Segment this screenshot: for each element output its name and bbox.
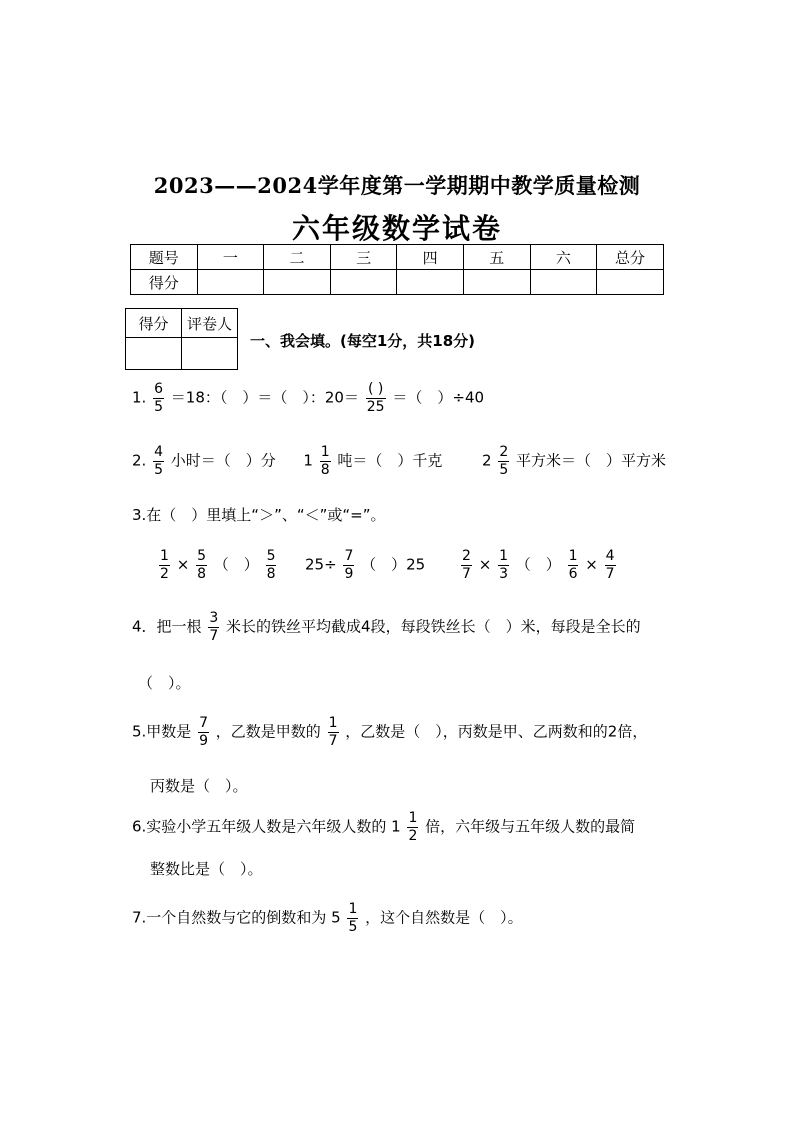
question-text: ＝（ ）÷40: [392, 388, 485, 407]
score-table: [130, 244, 664, 295]
fraction: $\frac{1}{2}$: [408, 810, 418, 844]
fraction: $\frac{1}{8}$: [320, 444, 330, 478]
score-cell: 五: [463, 245, 530, 270]
fraction: $\frac{7}{9}$: [344, 548, 354, 582]
score-cell: [397, 270, 464, 295]
question-text: 5.甲数是: [132, 722, 192, 741]
question-7: [132, 902, 523, 934]
fraction: $\frac{2}{5}$: [499, 444, 509, 478]
operator: ×: [176, 555, 190, 574]
question-text: 4．把一根: [132, 617, 202, 636]
operator: ×: [478, 555, 492, 574]
grader-score-label: 得分: [126, 309, 182, 338]
grader-box: [125, 308, 238, 370]
question-number: 1.: [132, 388, 147, 407]
score-cell: [264, 270, 331, 295]
question-text: 平方米＝（ ）平方米: [516, 451, 667, 470]
question-text: 倍，六年级与五年级人数的最简: [425, 817, 636, 836]
question-text: （ ）25: [361, 555, 426, 574]
score-table-score-row: [131, 270, 664, 295]
question-3b: [305, 549, 425, 581]
question-text: 6.实验小学五年级人数是六年级人数的: [132, 817, 387, 836]
grader-name-cell: [182, 338, 238, 370]
fraction: $\frac{4}{5}$: [154, 444, 164, 478]
question-3: 3.在（ ）里填上“＞”、“＜”或“=”。: [132, 506, 386, 524]
question-3c: [459, 549, 618, 581]
fraction: $\frac{1}{2}$: [160, 548, 169, 582]
fraction: $\frac{1}{5}$: [348, 901, 358, 935]
question-3a: [157, 549, 278, 581]
score-cell: 二: [264, 245, 331, 270]
question-text: 25÷: [305, 555, 337, 574]
score-cell: 六: [530, 245, 597, 270]
question-text: 米长的铁丝平均截成4段，每段铁丝长（ ）米，每段是全长的: [226, 617, 641, 636]
answer-blank: （ ）: [515, 555, 561, 574]
question-4-continued: （ ）。: [138, 674, 191, 692]
score-cell: 得分: [131, 270, 198, 295]
fraction: $\frac{4}{7}$: [605, 548, 615, 582]
score-cell: 总分: [597, 245, 664, 270]
fraction: $\frac{( )}{25}$: [366, 381, 385, 415]
question-text: ＝18：（ ）＝（ ）：20＝: [170, 388, 359, 407]
exam-subtitle: 六年级数学试卷: [291, 212, 502, 245]
question-text: 吨＝（ ）千克: [337, 451, 443, 470]
whole-number: 1: [303, 451, 313, 470]
question-1: [132, 382, 484, 414]
score-cell: [463, 270, 530, 295]
fraction: $\frac{2}{7}$: [462, 548, 471, 582]
whole-number: 2: [481, 451, 492, 470]
score-cell: [330, 270, 397, 295]
question-text: 7.一个自然数与它的倒数和为: [132, 908, 327, 927]
grader-box-body: [126, 338, 238, 370]
score-cell: 三: [330, 245, 397, 270]
question-text: ，这个自然数是（ ）。: [365, 908, 523, 927]
fraction: $\frac{7}{9}$: [199, 715, 209, 749]
question-6: [132, 811, 635, 843]
fraction: $\frac{1}{6}$: [568, 548, 578, 582]
question-5-continued: 丙数是（ ）。: [150, 777, 248, 795]
question-4: [132, 611, 641, 643]
score-cell: 题号: [131, 245, 198, 270]
fraction: $\frac{1}{3}$: [499, 548, 508, 582]
fraction: $\frac{3}{7}$: [209, 610, 219, 644]
grader-name-label: 评卷人: [182, 309, 238, 338]
fraction: $\frac{5}{8}$: [266, 548, 276, 582]
score-table-header-row: [131, 245, 664, 270]
grader-score-cell: [126, 338, 182, 370]
question-text: ，乙数是（ ），丙数是甲、乙两数和的2倍，: [345, 722, 648, 741]
question-text: 小时＝（ ）分: [170, 451, 276, 470]
section-1-title: 一、我会填。(每空1分，共18分): [250, 332, 476, 350]
question-6-continued: 整数比是（ ）。: [150, 860, 263, 878]
question-2: [132, 445, 666, 477]
question-number: 2.: [132, 451, 147, 470]
score-cell: [597, 270, 664, 295]
score-cell: 一: [197, 245, 264, 270]
grader-box-header: [126, 309, 238, 338]
question-5: [132, 716, 647, 748]
question-text: ，乙数是甲数的: [215, 722, 321, 741]
score-cell: 四: [397, 245, 464, 270]
fraction: $\frac{1}{7}$: [328, 715, 338, 749]
score-cell: [197, 270, 264, 295]
operator: ×: [585, 555, 598, 574]
whole-number: 1: [391, 817, 401, 836]
fraction: $\frac{5}{8}$: [197, 548, 206, 582]
whole-number: 5: [331, 908, 341, 927]
fraction: $\frac{6}{5}$: [154, 381, 164, 415]
answer-blank: （ ）: [213, 555, 259, 574]
score-cell: [530, 270, 597, 295]
exam-title: 2023——2024学年度第一学期期中教学质量检测: [153, 173, 641, 198]
